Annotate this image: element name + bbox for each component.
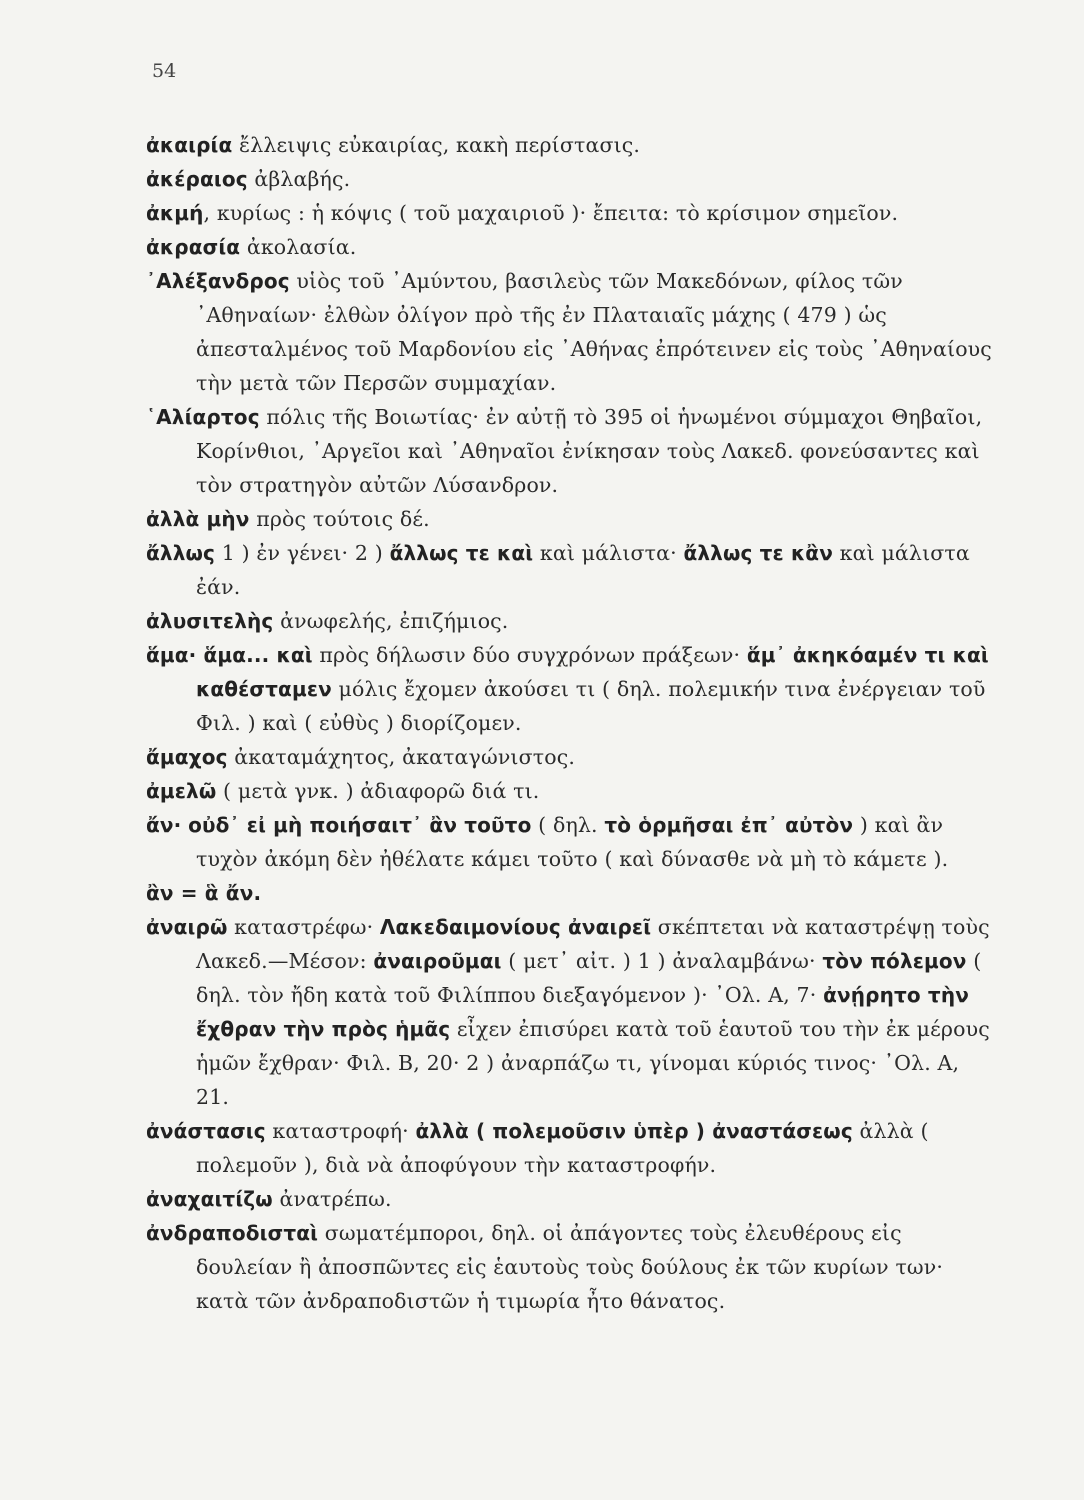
phrase: τὸ ὁρμῆσαι ἐπ᾿ αὐτὸν: [604, 813, 854, 837]
definition: , κυρίως : ἡ κόψις ( τοῦ μαχαιριοῦ )· ἔπειτα: τὸ κρίσιμον σημεῖον.: [203, 201, 899, 225]
definition: σκέπτεται νὰ καταστρέψῃ τοὺς Λακεδ.—Μέσον:: [196, 915, 990, 973]
definition: ἀλλὰ ( πολεμοῦν ), διὰ νὰ ἀποφύγουν τὴν καταστροφήν.: [196, 1119, 929, 1177]
entry-akmi: [146, 196, 996, 230]
phrase: ἄλλως τε καὶ: [389, 541, 534, 565]
definition: ἀκαταμάχητος, ἀκαταγώνιστος.: [227, 745, 576, 769]
definition: καὶ μάλιστα ἐάν.: [196, 541, 970, 599]
phrase: ἄλλως τε κἂν: [683, 541, 833, 565]
definition: σωματέμποροι, δηλ. οἱ ἀπάγοντες τοὺς ἐλευθέρους εἰς δουλείαν ἢ ἀποσπῶντες εἰς ἑαυτοὺς τοὺς δούλους ἐκ τῶν κυρίων των· κατὰ τῶν ἀνδραποδιστῶν ἡ τιμωρία ἦτο θάνατος.: [196, 1221, 944, 1313]
definition: μόλις ἔχομεν ἀκούσει τι ( δηλ. πολεμικήν τινα ἐνέργειαν τοῦ Φιλ. ) καὶ ( εὐθὺς ) διορίζομεν.: [196, 677, 986, 735]
entry-allos: [146, 536, 996, 604]
phrase: Λακεδαιμονίους ἀναιρεῖ: [379, 915, 652, 939]
definition: ( δηλ.: [531, 813, 605, 837]
definition: ἀβλαβής.: [247, 167, 351, 191]
entry-anachaitizo: [146, 1182, 996, 1216]
definition: πρὸς δήλωσιν δύο συγχρόνων πράξεων·: [312, 643, 747, 667]
page-number: 54: [152, 60, 177, 82]
definition: ἀνωφελής, ἐπιζήμιος.: [273, 609, 509, 633]
definition: καταστρέφω·: [227, 915, 380, 939]
entry-akairia: [146, 128, 996, 162]
entry-an: [146, 808, 996, 876]
headword: ἀναχαιτίζω: [146, 1187, 273, 1211]
definition: ( μετὰ γνκ. ) ἀδιαφορῶ διά τι.: [216, 779, 540, 803]
phrase: ἀλλὰ ( πολεμοῦσιν ὑπὲρ ) ἀναστάσεως: [415, 1119, 853, 1143]
phrase: ἅμ᾿ ἀκηκόαμέν τι καὶ καθέσταμεν: [196, 643, 989, 701]
entry-anastasis: [146, 1114, 996, 1182]
definition: εἶχεν ἐπισύρει κατὰ τοῦ ἑαυτοῦ του τὴν ἐκ μέρους ἡμῶν ἔχθραν· Φιλ. Β, 20· 2 ) ἀναρπάζω τι, γίνομαι κύριός τινος· ᾿Ολ. Α, 21.: [196, 1017, 990, 1109]
headword: ἀκέραιος: [146, 167, 248, 191]
entry-anairo: [146, 910, 996, 1114]
entry-andrapodistai: [146, 1216, 996, 1318]
headword: ἀκρασία: [146, 235, 241, 259]
headword: ἀμελῶ: [146, 779, 217, 803]
entry-hama: [146, 638, 996, 740]
phrase: ἀναιροῦμαι: [373, 949, 502, 973]
headword: ἄν·: [146, 813, 182, 837]
phrase: ἀνῄρητο τὴν ἔχθραν τὴν πρὸς ἡμᾶς: [196, 983, 969, 1041]
headword: ἀναιρῶ: [146, 915, 228, 939]
definition: ἔλλειψις εὐκαιρίας, κακὴ περίστασις.: [232, 133, 641, 157]
headword: ἀκμή: [146, 201, 204, 225]
definition: ἀνατρέπω.: [272, 1187, 392, 1211]
phrase: τὸν πόλεμον: [822, 949, 967, 973]
headword: ἄμαχος: [146, 745, 228, 769]
dictionary-entries: [146, 128, 996, 1318]
definition: ( δηλ. τὸν ἤδη κατὰ τοῦ Φιλίππου διεξαγόμενον )· ᾿Ολ. Α, 7·: [196, 949, 982, 1007]
headword: ἀλλὰ μὴν: [146, 507, 250, 531]
definition: 1 ) ἐν γένει· 2 ): [215, 541, 390, 565]
definition: ( μετ᾿ αἰτ. ) 1 ) ἀναλαμβάνω·: [501, 949, 823, 973]
headword: ἄλλως: [146, 541, 216, 565]
entry-alexandros: [146, 264, 996, 400]
phrase: οὐδ᾿ εἰ μὴ ποιήσαιτ᾿ ἂν τοῦτο: [188, 813, 532, 837]
entry-alysiteles: [146, 604, 996, 638]
entry-akrasia: [146, 230, 996, 264]
definition: ἀκολασία.: [240, 235, 357, 259]
headword: ῾Αλίαρτος: [146, 405, 260, 429]
headword: ἂν = ἃ ἄν.: [146, 881, 262, 905]
headword: ἀνάστασις: [146, 1119, 266, 1143]
entry-alla-min: [146, 502, 996, 536]
headword: ᾿Αλέξανδρος: [146, 269, 290, 293]
definition: καὶ μάλιστα·: [533, 541, 684, 565]
definition: υἱὸς τοῦ ᾿Αμύντου, βασιλεὺς τῶν Μακεδόνων, φίλος τῶν ᾿Αθηναίων· ἐλθὼν ὀλίγον πρὸ τῆς ἐν Πλαταιαῖς μάχης ( 479 ) ὡς ἀπεσταλμένος τοῦ Μαρδονίου εἰς ᾿Αθήνας ἐπρότεινεν εἰς τοὺς ᾿Αθηναίους τὴν μετὰ τῶν Περσῶν συμμαχίαν.: [196, 269, 992, 395]
entry-amachos: [146, 740, 996, 774]
entry-an-ha-an: [146, 876, 996, 910]
headword: ἅμα· ἅμα... καὶ: [146, 643, 313, 667]
entry-akeraios: [146, 162, 996, 196]
definition: καταστροφή·: [265, 1119, 416, 1143]
definition: πρὸς τούτοις δέ.: [249, 507, 430, 531]
headword: ἀκαιρία: [146, 133, 233, 157]
definition: πόλις τῆς Βοιωτίας· ἐν αὐτῇ τὸ 395 οἱ ἡνωμένοι σύμμαχοι Θηβαῖοι, Κορίνθιοι, ᾿Αργεῖοι καὶ ᾿Αθηναῖοι ἐνίκησαν τοὺς Λακεδ. φονεύσαντες καὶ τὸν στρατηγὸν αὐτῶν Λύσανδρον.: [196, 405, 983, 497]
entry-haliartos: [146, 400, 996, 502]
definition: ) καὶ ἂν τυχὸν ἀκόμη δὲν ἠθέλατε κάμει τοῦτο ( καὶ δύνασθε νὰ μὴ τὸ κάμετε ).: [196, 813, 949, 871]
headword: ἀνδραποδισταὶ: [146, 1221, 319, 1245]
headword: ἀλυσιτελὴς: [146, 609, 274, 633]
entry-amelo: [146, 774, 996, 808]
